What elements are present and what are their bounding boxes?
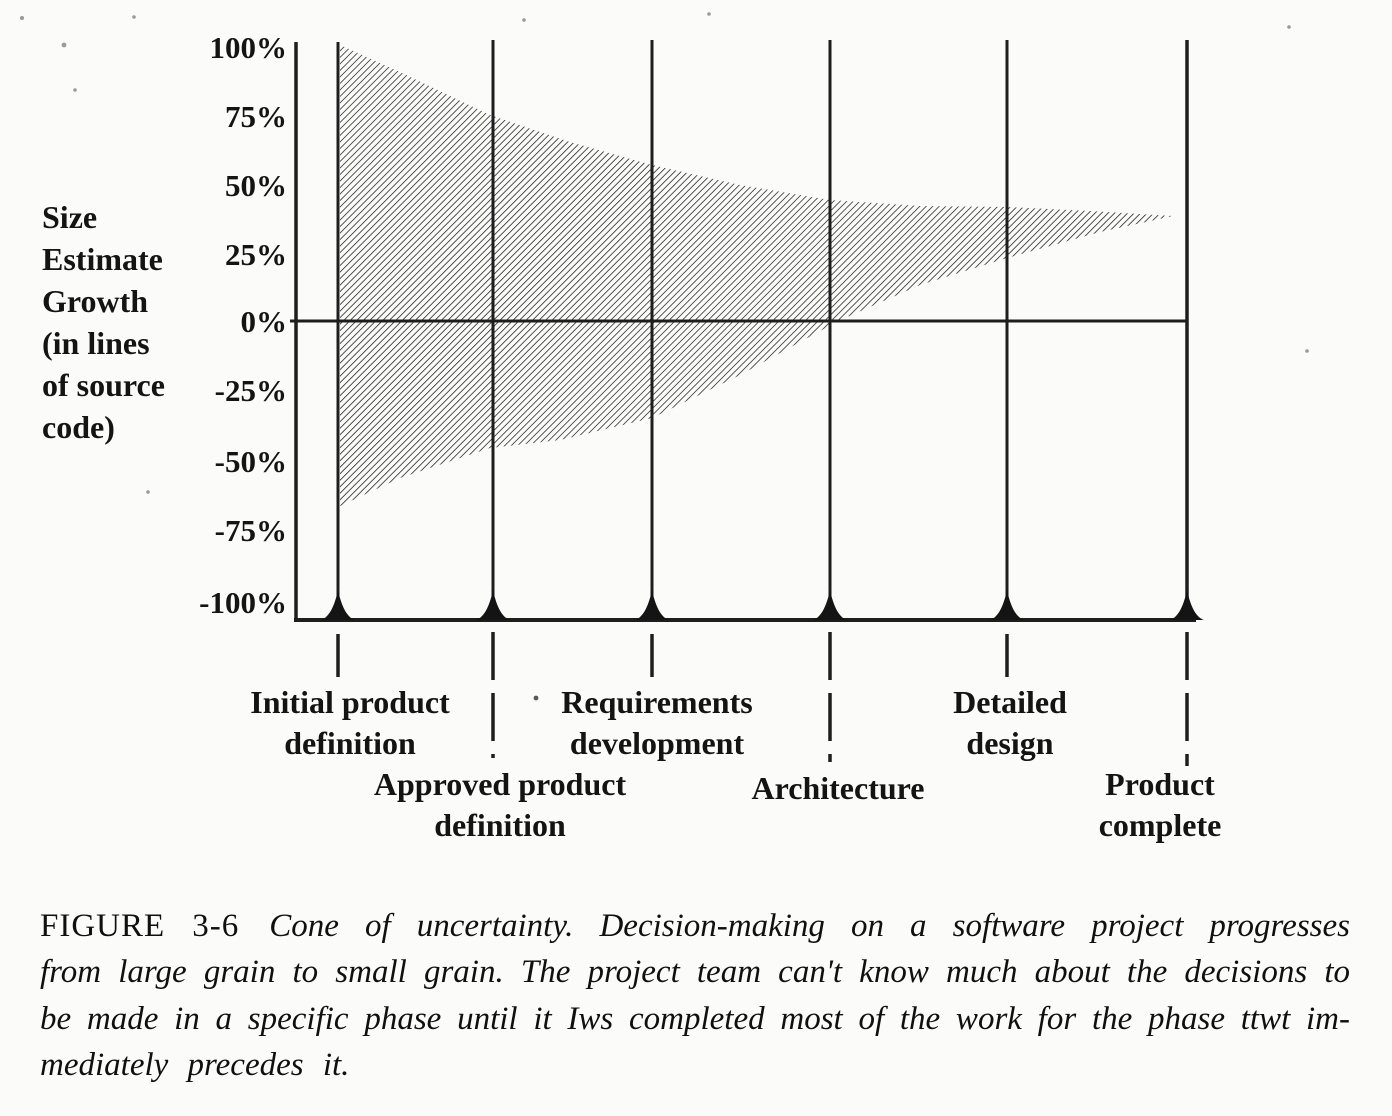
y-tick-0: 0%	[240, 304, 287, 339]
milestone-label-detailed-design: Detailed design	[953, 684, 1067, 761]
y-axis-title-line: Size	[42, 199, 98, 235]
y-axis-title-line: Estimate	[42, 241, 163, 277]
milestone-label-product-complete: Product complete	[1098, 766, 1222, 843]
milestone-marker-6	[1170, 590, 1204, 620]
milestone-marker-2	[476, 590, 510, 620]
y-tick-75: 75%	[225, 99, 287, 134]
milestone-label-architecture: Architecture	[751, 770, 925, 806]
cone-area	[340, 45, 1173, 506]
y-tick-25: 25%	[225, 237, 287, 272]
caption-line-3: be made in a specific phase until it Iws completed most of the work for the phase ttwt im-	[40, 1001, 1350, 1037]
y-axis-title-line: of source	[42, 367, 165, 403]
y-axis-title-line: Growth	[42, 283, 149, 319]
y-axis-title-line: code)	[42, 409, 115, 445]
y-tick-50: 50%	[225, 168, 287, 203]
y-tick-100: 100%	[209, 30, 287, 65]
y-tick-n75: -75%	[214, 513, 287, 548]
caption-line-1	[40, 906, 1350, 946]
milestone-marker-3	[635, 590, 669, 620]
milestone-label-initial-product-definition: Initial product definition	[250, 684, 450, 761]
milestone-marker-5	[990, 590, 1024, 620]
y-tick-n25: -25%	[214, 373, 287, 408]
caption-line-2: from large grain to small grain. The project team can't know much about the decisions to	[40, 954, 1350, 990]
milestone-marker-1	[321, 590, 355, 620]
figure-number: FIGURE 3-6	[40, 908, 240, 944]
y-axis-title-line: (in lines	[42, 325, 150, 361]
y-tick-n50: -50%	[214, 444, 287, 479]
milestone-label-approved-product-definition: Approved product definition	[373, 766, 627, 843]
caption-line-4: mediately precedes it.	[40, 1047, 350, 1083]
caption-text: Cone of uncertainty. Decision-making on a software project progresses	[269, 908, 1350, 944]
y-tick-n100: -100%	[199, 585, 287, 620]
milestone-label-requirements-development: Requirements development	[561, 684, 753, 761]
milestone-marker-4	[813, 590, 847, 620]
